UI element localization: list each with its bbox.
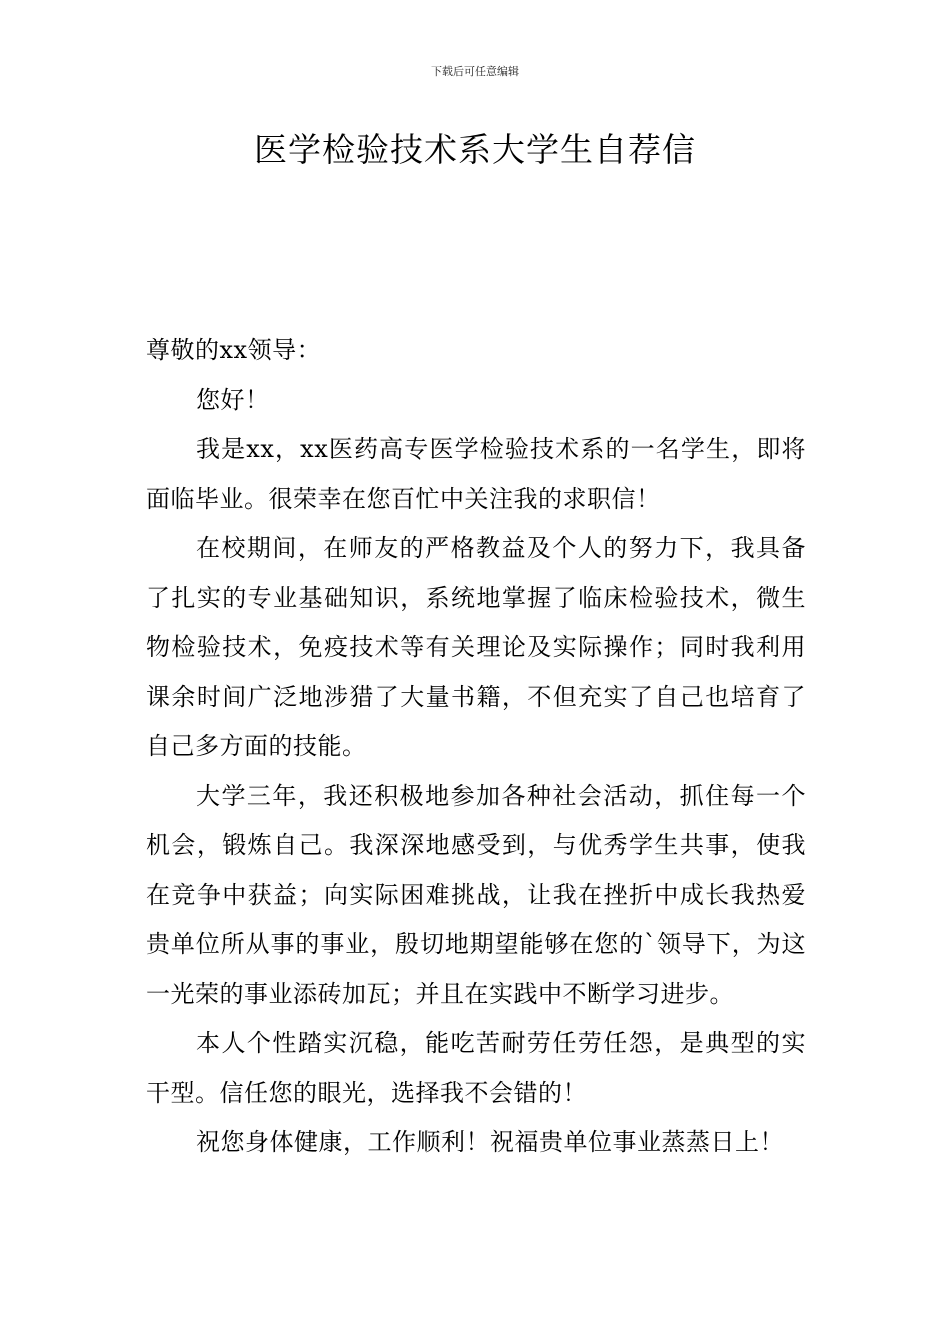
education-paragraph: 在校期间，在师友的严格教益及个人的努力下，我具备了扎实的专业基础知识，系统地掌握了临床检验技术，微生物检验技术，免疫技术等有关理论及实际操作；同时我利用课余时间广泛地涉猎了大量书籍，不但充实了自己也培育了自己多方面的技能。 [146, 534, 806, 760]
personality-paragraph: 本人个性踏实沉稳，能吃苦耐劳任劳任怨，是典型的实干型。信任您的眼光，选择我不会错的！ [146, 1029, 806, 1107]
page-header-note: 下载后可任意编辑 [431, 65, 519, 78]
letter-body [146, 326, 806, 1168]
intro-paragraph: 我是xx，xx医药高专医学检验技术系的一名学生，即将面临毕业。很荣幸在您百忙中关注我的求职信！ [146, 435, 806, 513]
document-title: 医学检验技术系大学生自荐信 [254, 130, 696, 169]
greeting-paragraph: 您好！ [196, 385, 270, 414]
letter-salutation: 尊敬的xx领导： [146, 336, 322, 364]
closing-paragraph: 祝您身体健康，工作顺利！祝福贵单位事业蒸蒸日上！ [196, 1128, 784, 1156]
activities-paragraph: 大学三年，我还积极地参加各种社会活动，抓住每一个机会，锻炼自己。我深深地感受到，与优秀学生共事，使我在竞争中获益；向实际困难挑战，让我在挫折中成长我热爱贵单位所从事的事业，殷切地期望能够在您的`领导下，为这一光荣的事业添砖加瓦；并且在实践中不断学习进步。 [146, 781, 806, 1008]
